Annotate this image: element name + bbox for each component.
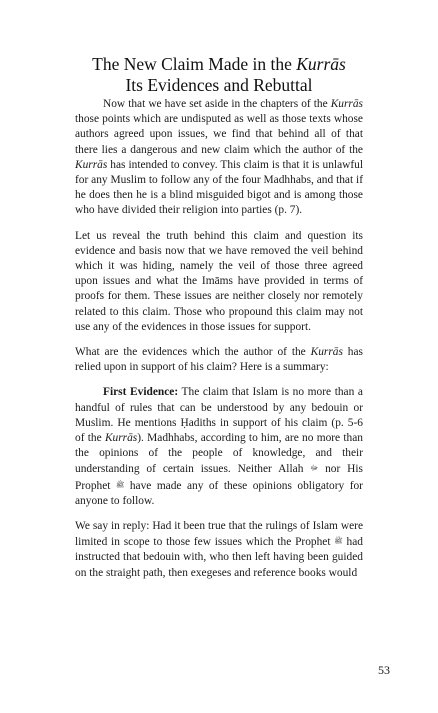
paragraph-1 <box>75 97 363 219</box>
text-run: has relied upon in support of his claim? Here is a summary: <box>75 346 363 374</box>
text-run: those points which are undisputed as well as those texts whose authors agreed upon issues, we find that behind all of that there lies a dangerous and new claim which the author of the <box>75 113 363 156</box>
italic-run: Kurrās <box>104 432 138 445</box>
italic-run: Kurrās <box>330 98 363 110</box>
paragraph-2: Let us reveal the truth behind this claim and question its evidence and basis now that we have removed the veil behind which it was hiding, namely the veil of those three agreed upon issues and what the Imāms have provided in terms of proofs for them. These issues are neither closely nor remotely related to this claim. Those who propound this claim may not use any of the evidences in those issues for support. <box>75 229 363 333</box>
text-run: had instructed that bedouin with, who then left having been guided on the straight path, then exegeses and reference books would <box>75 536 363 579</box>
title-line-2: Its Evidences and Rebuttal <box>125 75 313 95</box>
italic-run: Kurrās <box>75 158 108 171</box>
text-run: have made any of these opinions obligatory for anyone to follow. <box>75 479 363 507</box>
page-title <box>0 0 438 96</box>
text-run: ). Madhhabs, according to him, are no more than the opinions of the people of knowledge, and their understanding of certain issues. Neither Allah <box>75 432 363 476</box>
honorific-icon: ﷺ <box>334 537 343 546</box>
title-line-1 <box>0 54 438 75</box>
paragraph-3 <box>75 345 363 375</box>
text-run: nor His Prophet <box>75 463 363 492</box>
title-text: The New Claim Made in the <box>92 54 297 74</box>
title-italic: Kurrās <box>296 54 346 74</box>
text-run: has intended to convey. This claim is that it is unlawful for any Muslim to follow any of the four Madhhabs, and that if he does then he is a blind misguided bigot and is among those who have divided their religion into parties (p. 7). <box>75 158 363 217</box>
paragraph-5 <box>75 519 363 581</box>
honorific-icon: ﷻ <box>310 464 319 473</box>
text-run: We say in reply: Had it been true that the rulings of Islam were limited in scope to those few issues which the Prophet <box>75 520 363 549</box>
text-run: Now that we have set aside in the chapters of the <box>103 98 331 110</box>
body-text <box>75 97 363 591</box>
page-number: 53 <box>378 663 390 677</box>
honorific-icon: ﷺ <box>115 480 125 489</box>
text-run: What are the evidences which the author of the <box>75 346 311 359</box>
italic-run: Kurrās <box>310 346 343 359</box>
evidence-heading: First Evidence: <box>103 386 179 399</box>
text-run: The claim that Islam is no more than a handful of rules that can be understood by any bedouin or Muslim. He mentions Ḥadiths in support of his claim (p. 5-6 of the <box>75 386 363 445</box>
paragraph-4 <box>75 385 363 509</box>
